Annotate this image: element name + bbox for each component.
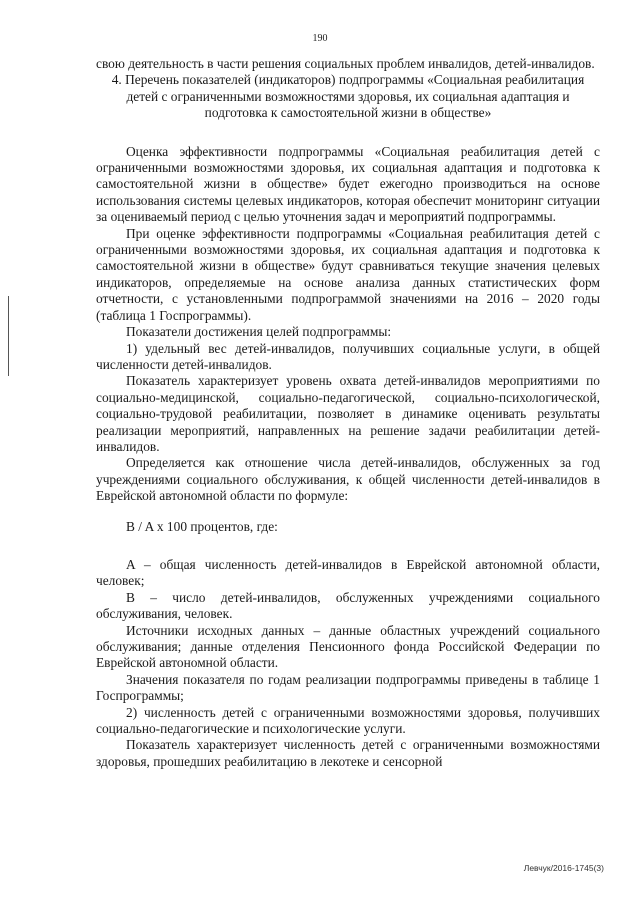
section-heading: 4. Перечень показателей (индикаторов) подпрограммы «Социальная реабилитация детей с ограниченными возможностями здоровья, их социальная адаптация и подготовка к самостоятельной жизни в обществе» <box>111 72 585 121</box>
paragraph-indicator-values: Значения показателя по годам реализации подпрограммы приведены в таблице 1 Госпрограммы; <box>96 671 600 704</box>
page-number: 190 <box>312 33 328 44</box>
margin-line <box>8 296 9 376</box>
document-body <box>96 56 600 770</box>
document-code: Левчук/2016-1745(3) <box>523 863 604 873</box>
paragraph-indicator-2: 2) численность детей с ограниченными возможностями здоровья, получивших социально-педагогические и психологические услуги. <box>96 704 600 737</box>
paragraph-indicator-2-description: Показатель характеризует численность детей с ограниченными возможностями здоровья, прошедших реабилитацию в лекотеке и сенсорной <box>96 737 600 769</box>
paragraph-formula-intro: Определяется как отношение числа детей-инвалидов, обслуженных за год учреждениями социального обслуживания, к общей численности детей-инвалидов в Еврейской автономной области по формуле: <box>96 455 600 504</box>
paragraph-variable-a: A – общая численность детей-инвалидов в Еврейской автономной области, человек; <box>96 556 600 589</box>
paragraph-indicator-1-description: Показатель характеризует уровень охвата детей-инвалидов мероприятиями по социально-медицинской, социально-педагогической, социально-психологической, социально-трудовой реабилитации, позволяет в динамике оценивать результаты реализации мероприятий, направленных на решение задачи реабилитации детей-инвалидов. <box>96 373 600 454</box>
paragraph-indicators-intro: Показатели достижения целей подпрограммы: <box>126 324 392 340</box>
paragraph-comparison: При оценке эффективности подпрограммы «Социальная реабилитация детей с ограниченными возможностями здоровья, их социальная адаптация и подготовка к самостоятельной жизни в обществе» будут сравниваться текущие значения целевых индикаторов, определяемые на основе анализа данных статистических форм отчетности, с установленными подпрограммой значениями на 2016 – 2020 годы (таблица 1 Госпрограммы). <box>96 225 600 323</box>
formula: B / A x 100 процентов, где: <box>126 518 278 534</box>
paragraph-evaluation: Оценка эффективности подпрограммы «Социальная реабилитация детей с ограниченными возможностями здоровья, их социальная адаптация и подготовка к самостоятельной жизни в обществе» будет ежегодно производиться на основе использования системы целевых индикаторов, которая обеспечит мониторинг ситуации за оцениваемый период с целью уточнения задач и мероприятий подпрограммы. <box>96 143 600 225</box>
paragraph-data-sources: Источники исходных данных – данные областных учреждений социального обслуживания; данные отделения Пенсионного фонда Российской Федерации по Еврейской автономной области. <box>96 622 600 671</box>
paragraph-variable-b: B – число детей-инвалидов, обслуженных учреждениями социального обслуживания, человек. <box>96 589 600 622</box>
paragraph-indicator-1: 1) удельный вес детей-инвалидов, получивших социальные услуги, в общей численности детей-инвалидов. <box>96 340 600 372</box>
intro-paragraph: свою деятельность в части решения социальных проблем инвалидов, детей-инвалидов. <box>96 56 595 71</box>
